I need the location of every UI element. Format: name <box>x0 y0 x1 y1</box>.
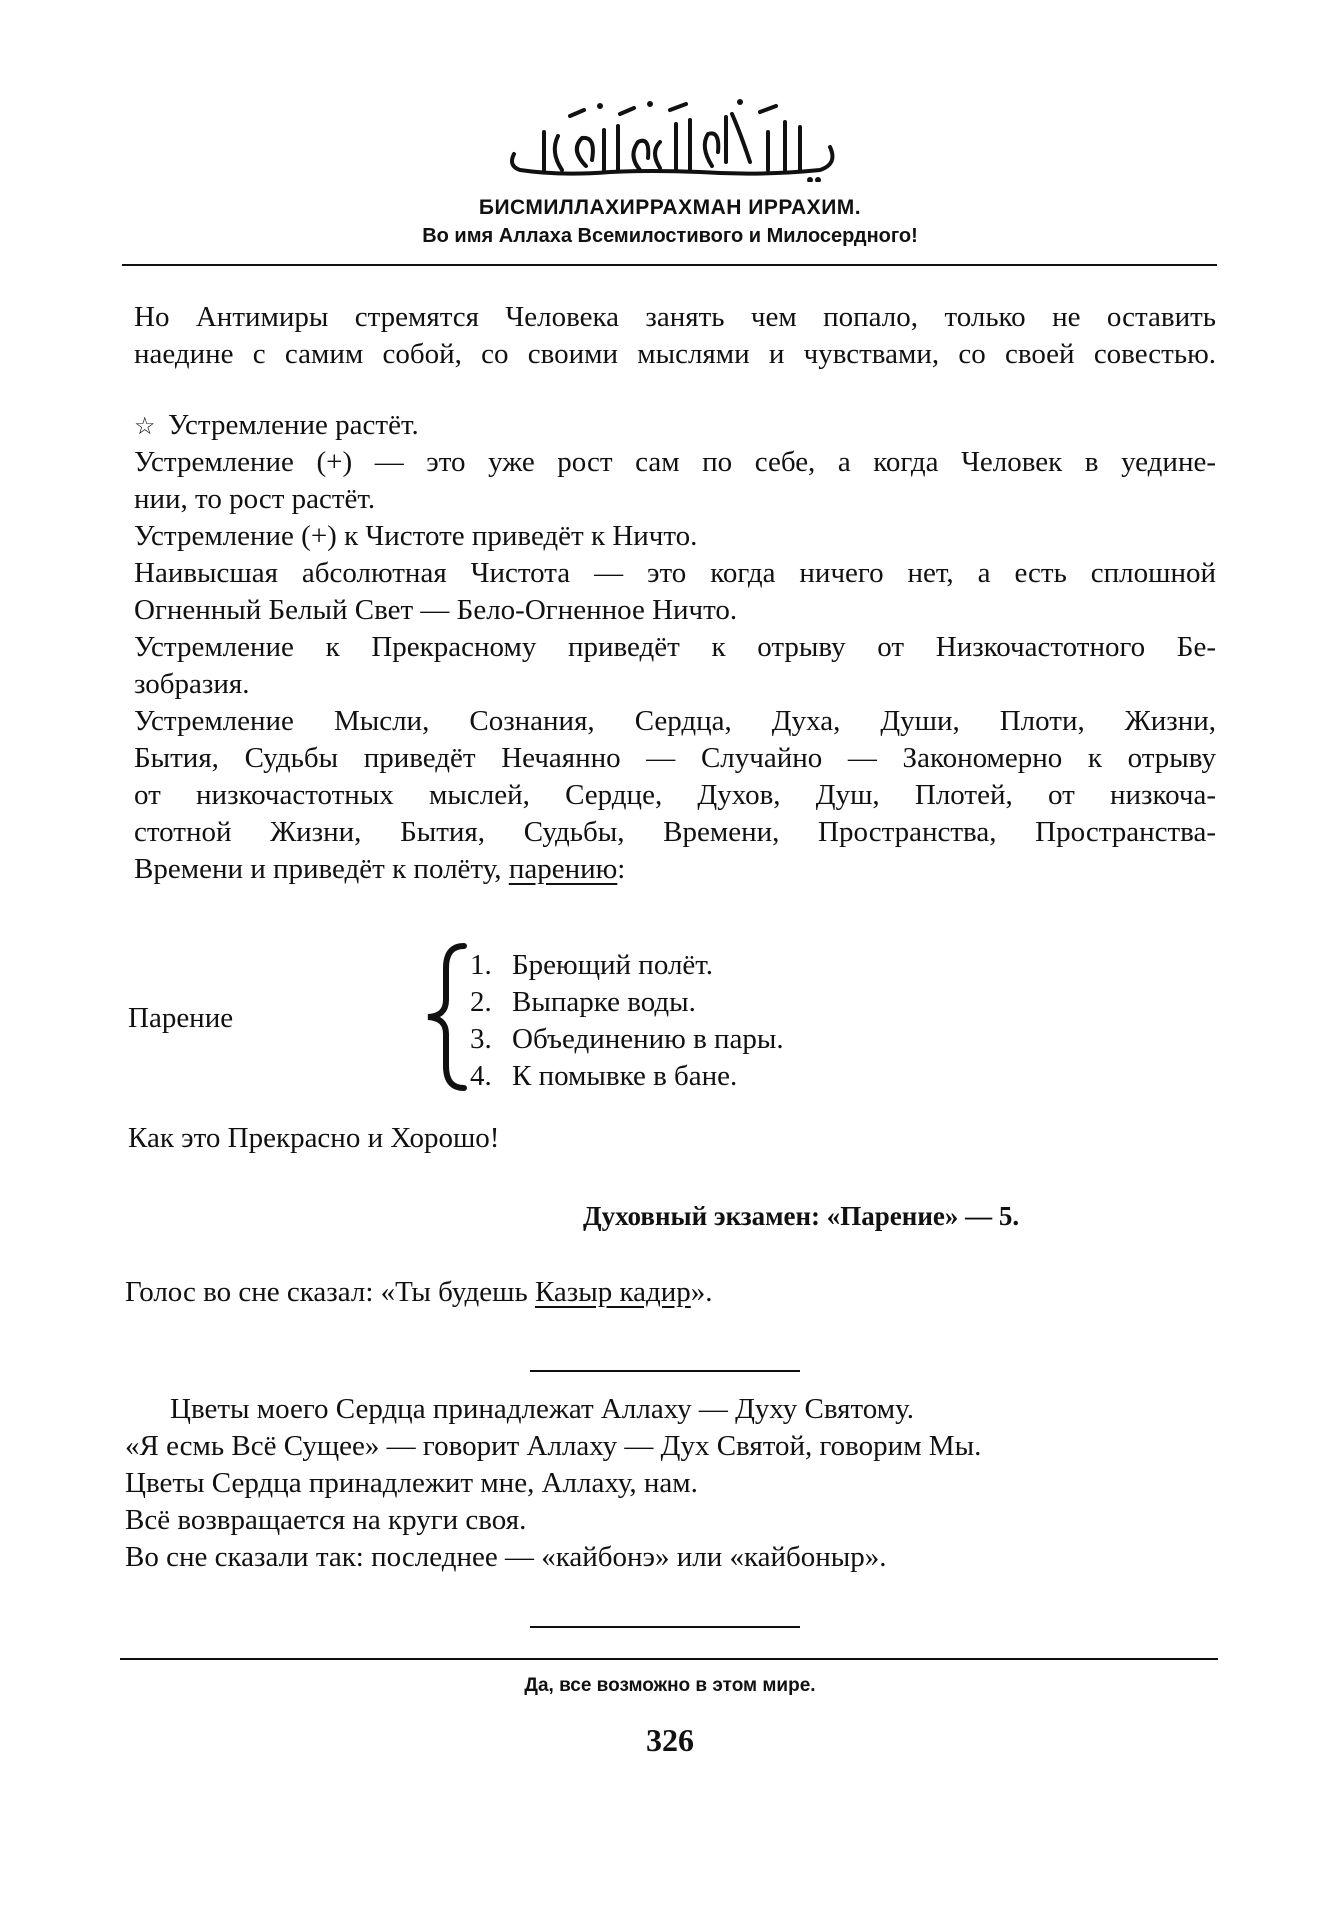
list-item-text: Бреющий полёт. <box>512 949 714 981</box>
paragraph-line: Устремление к Прекрасному приведёт к отрыву от Низкочастотного Бе- <box>134 631 1216 663</box>
intro-line: Но Антимиры стремятся Человека занять чем попало, только не оставить <box>134 301 1216 333</box>
left-brace-icon <box>418 942 472 1092</box>
header-rule <box>122 264 1217 266</box>
list-item-text: К помывке в бане. <box>512 1060 738 1092</box>
poem-line: Цветы Сердца принадлежит мне, Аллаху, нам. <box>125 1467 698 1499</box>
paragraph-line: стотной Жизни, Бытия, Судьбы, Времени, Пространства, Пространства- <box>134 816 1216 848</box>
list-item-text: Выпарке воды. <box>512 986 696 1018</box>
paragraph-lines <box>134 444 1216 851</box>
section-separator <box>530 1370 800 1372</box>
voice-text-end: ». <box>690 1276 713 1308</box>
list-item <box>470 984 784 1021</box>
list-item-number: 2. <box>470 986 492 1018</box>
list-item <box>470 1058 784 1095</box>
parenie-list <box>470 947 784 1095</box>
list-item-number: 3. <box>470 1023 492 1055</box>
paragraph-last-text: Времени и приведёт к полёту, <box>134 853 509 885</box>
poem-line: «Я есмь Всё Сущее» — говорит Аллаху — Дух Святой, говорим Мы. <box>125 1430 982 1462</box>
page-number: 326 <box>646 1722 694 1758</box>
list-item-number: 4. <box>470 1060 492 1092</box>
parenie-label: Парение <box>128 1002 234 1034</box>
poem-line: Цветы моего Сердца принадлежат Аллаху — Духу Святому. <box>170 1393 914 1425</box>
paragraph-last-colon: : <box>617 853 626 885</box>
paragraph-line: Наивысшая абсолютная Чистота — это когда ничего нет, а есть сплошной <box>134 557 1216 589</box>
bismillah-calligraphy <box>500 92 850 182</box>
paragraph-line: Устремление (+) — это уже рост сам по себе, а когда Человек в уедине- <box>134 446 1216 478</box>
section-separator <box>530 1626 800 1628</box>
list-item <box>470 1021 784 1058</box>
footer-rule <box>120 1658 1218 1660</box>
footer-text: Да, все возможно в этом мире. <box>524 1675 816 1696</box>
intro-line: наедине с самим собой, со своими мыслями и чувствами, со своей совестью. <box>134 338 1216 370</box>
star-heading <box>134 407 419 446</box>
main-paragraph <box>134 444 1216 888</box>
paragraph-line: нии, то рост растёт. <box>134 483 376 515</box>
header-title: БИСМИЛЛАХИРРАХМАН ИРРАХИМ. <box>478 196 862 219</box>
paragraph-line: Устремление Мысли, Сознания, Сердца, Духа, Души, Плоти, Жизни, <box>134 705 1216 737</box>
paragraph-line: Бытия, Судьбы приведёт Нечаянно — Случайно — Закономерно к отрыву <box>134 742 1216 774</box>
paragraph-line: от низкочастотных мыслей, Сердце, Духов, Душ, Плотей, от низкоча- <box>134 779 1216 811</box>
paragraph-last-line <box>134 851 1216 888</box>
intro-paragraph <box>134 299 1216 373</box>
voice-text: Голос во сне сказал: «Ты будешь <box>125 1276 535 1308</box>
header-subtitle: Во имя Аллаха Всемилостивого и Милосердного! <box>422 225 918 247</box>
list-item-text: Объединению в пары. <box>512 1023 784 1055</box>
list-item <box>470 947 784 984</box>
list-item-number: 1. <box>470 949 492 981</box>
paragraph-line: Устремление (+) к Чистоте приведёт к Ничто. <box>134 520 698 552</box>
paragraph-line: Огненный Белый Свет — Бело-Огненное Ничто. <box>134 594 738 626</box>
underlined-word: парению <box>508 853 618 885</box>
star-heading-text: Устремление растёт. <box>168 409 419 441</box>
voice-line <box>125 1274 713 1311</box>
star-outline-icon: ☆ <box>134 414 156 440</box>
poem-block <box>125 1391 981 1576</box>
poem-line: Во сне сказали так: последнее — «кайбонэ» или «кайбоныр». <box>125 1541 887 1573</box>
exclamation-line: Как это Прекрасно и Хорошо! <box>128 1122 500 1154</box>
paragraph-line: зобразия. <box>134 668 250 700</box>
poem-line: Всё возвращается на круги своя. <box>125 1504 527 1536</box>
exam-result: Духовный экзамен: «Парение» — 5. <box>583 1201 1020 1231</box>
underlined-phrase: Казыр кадир <box>534 1276 691 1308</box>
